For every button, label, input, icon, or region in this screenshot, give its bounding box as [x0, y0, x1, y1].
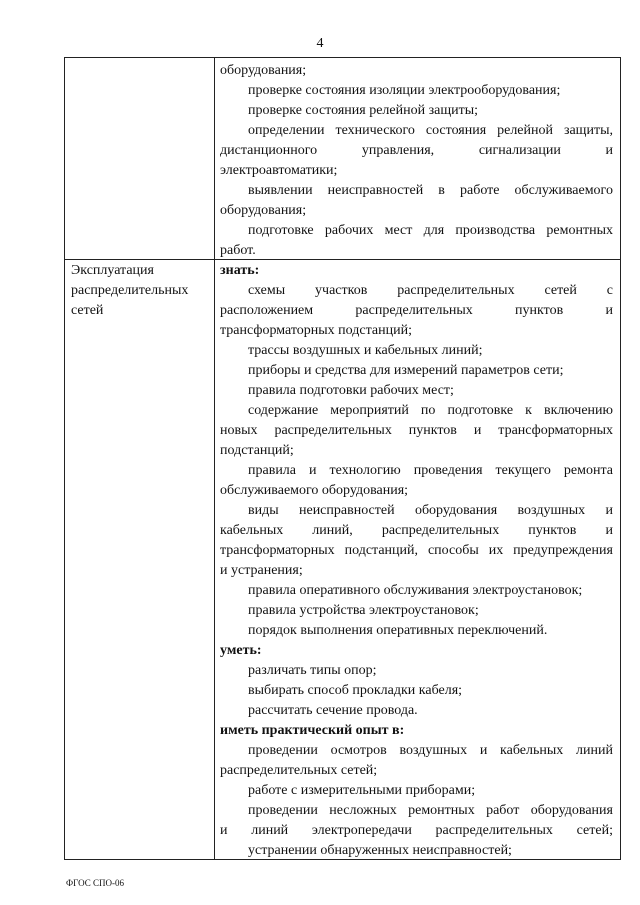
word: дистанционного: [220, 143, 318, 158]
text-line: [220, 821, 613, 841]
word: в: [438, 183, 445, 198]
text-line: проверке состояния изоляции электрооборудования;: [248, 83, 561, 98]
competency-table: [64, 57, 621, 860]
text-line: оборудования;: [220, 203, 307, 218]
footer-label: ФГОС СПО-06: [66, 878, 124, 888]
word: и: [309, 463, 317, 478]
word: подстанций,: [344, 543, 419, 558]
text-line: [220, 181, 613, 201]
section-heading: знать:: [220, 263, 260, 278]
word: кабельных: [500, 743, 564, 758]
row1-right-cell: [220, 61, 613, 261]
section-heading: уметь:: [220, 643, 262, 658]
word: сетей: [544, 283, 577, 298]
word: линий: [251, 823, 289, 838]
word: и: [605, 503, 613, 518]
text-line: [220, 521, 613, 541]
text-line: правила устройства электроустановок;: [248, 603, 479, 618]
word: и: [473, 423, 482, 438]
text-line: [220, 221, 613, 241]
text-line: [220, 421, 613, 441]
word: неисправностей: [327, 183, 424, 198]
word: и: [605, 143, 613, 158]
word: проведении: [248, 743, 318, 758]
word: оборудования: [530, 803, 613, 818]
text-line: [220, 301, 613, 321]
word: новых: [220, 423, 258, 438]
word: производства: [455, 223, 536, 238]
word: расположением: [220, 303, 314, 318]
word: ремонтных: [546, 223, 613, 238]
word: осмотров: [330, 743, 387, 758]
word: работе: [459, 183, 500, 198]
word: неисправностей: [298, 503, 395, 518]
word: к: [525, 403, 532, 418]
competency-title-line: распределительных: [71, 283, 189, 298]
word: несложных: [329, 803, 397, 818]
word: и: [479, 743, 488, 758]
word: предупреждения: [513, 543, 613, 558]
word: способы: [427, 543, 479, 558]
word: и: [220, 823, 228, 838]
word: распределительных: [355, 303, 473, 318]
word: пунктов: [515, 303, 564, 318]
word: мероприятий: [330, 403, 409, 418]
word: и: [605, 303, 613, 318]
word: с: [606, 283, 613, 298]
word: для: [423, 223, 445, 238]
page-number: 4: [316, 36, 324, 51]
word: защиты,: [563, 123, 613, 138]
row2-right-cell: [220, 261, 613, 861]
word: воздушных: [399, 743, 468, 758]
section-heading: иметь практический опыт в:: [220, 723, 405, 738]
word: содержание: [248, 403, 319, 418]
word: трансформаторных: [220, 543, 335, 558]
word: распределительных: [381, 523, 500, 538]
text-line: [220, 401, 613, 421]
text-line: трансформаторных подстанций;: [220, 323, 412, 338]
word: и: [605, 523, 613, 538]
text-line: трассы воздушных и кабельных линий;: [248, 343, 483, 358]
word: ремонта: [563, 463, 613, 478]
text-line: [220, 801, 613, 821]
word: определении: [248, 123, 325, 138]
column-divider: [214, 58, 215, 859]
competency-title-line: Эксплуатация: [71, 263, 154, 278]
word: виды: [248, 503, 279, 518]
text-line: [220, 281, 613, 301]
text-line: работе с измерительными приборами;: [248, 783, 476, 798]
word: распределительных: [435, 823, 553, 838]
word: рабочих: [324, 223, 374, 238]
word: текущего: [495, 463, 551, 478]
word: работ: [486, 803, 520, 818]
text-line: правила подготовки рабочих мест;: [248, 383, 454, 398]
text-line: оборудования;: [220, 63, 307, 78]
word: проведения: [413, 463, 483, 478]
word: по: [420, 403, 436, 418]
text-line: [220, 461, 613, 481]
word: сетей;: [576, 823, 613, 838]
text-line: [220, 141, 613, 161]
text-line: [220, 541, 613, 561]
word: правила: [248, 463, 297, 478]
word: распределительных: [274, 423, 392, 438]
word: сигнализации: [478, 143, 561, 158]
word: участков: [315, 283, 368, 298]
word: линий,: [312, 523, 353, 538]
word: оборудования: [414, 503, 498, 518]
word: электропередачи: [311, 823, 412, 838]
text-line: [220, 121, 613, 141]
word: включению: [543, 403, 613, 418]
text-line: [220, 741, 613, 761]
word: мест: [384, 223, 413, 238]
word: проведении: [248, 803, 318, 818]
word: технического: [335, 123, 415, 138]
word: распределительных: [397, 283, 515, 298]
text-line: приборы и средства для измерений параметров сети;: [248, 363, 564, 378]
word: воздушных: [517, 503, 586, 518]
word: ремонтных: [408, 803, 475, 818]
word: их: [488, 543, 504, 558]
text-line: электроавтоматики;: [220, 163, 338, 178]
word: кабельных: [220, 523, 284, 538]
word: релейной: [497, 123, 553, 138]
text-line: порядок выполнения оперативных переключений.: [248, 623, 548, 638]
competency-title-line: сетей: [71, 303, 104, 318]
word: трансформаторных: [498, 423, 613, 438]
word: пунктов: [528, 523, 577, 538]
word: управления,: [361, 143, 435, 158]
text-line: работ.: [220, 243, 256, 258]
text-line: [220, 501, 613, 521]
word: линий: [576, 743, 613, 758]
text-line: и устранения;: [220, 563, 303, 578]
text-line: различать типы опор;: [248, 663, 377, 678]
word: состояния: [425, 123, 487, 138]
text-line: правила оперативного обслуживания электроустановок;: [248, 583, 583, 598]
text-line: рассчитать сечение провода.: [248, 703, 418, 718]
text-line: подстанций;: [220, 443, 294, 458]
word: подготовке: [248, 223, 314, 238]
word: обслуживаемого: [514, 183, 613, 198]
word: подготовке: [447, 403, 514, 418]
text-line: устранении обнаруженных неисправностей;: [248, 843, 512, 858]
text-line: обслуживаемого оборудования;: [220, 483, 409, 498]
row2-left-cell: [71, 261, 209, 321]
text-line: распределительных сетей;: [220, 763, 378, 778]
word: пунктов: [408, 423, 457, 438]
word: технологию: [329, 463, 401, 478]
word: выявлении: [248, 183, 313, 198]
word: схемы: [248, 283, 286, 298]
text-line: выбирать способ прокладки кабеля;: [248, 683, 463, 698]
text-line: проверке состояния релейной защиты;: [248, 103, 479, 118]
